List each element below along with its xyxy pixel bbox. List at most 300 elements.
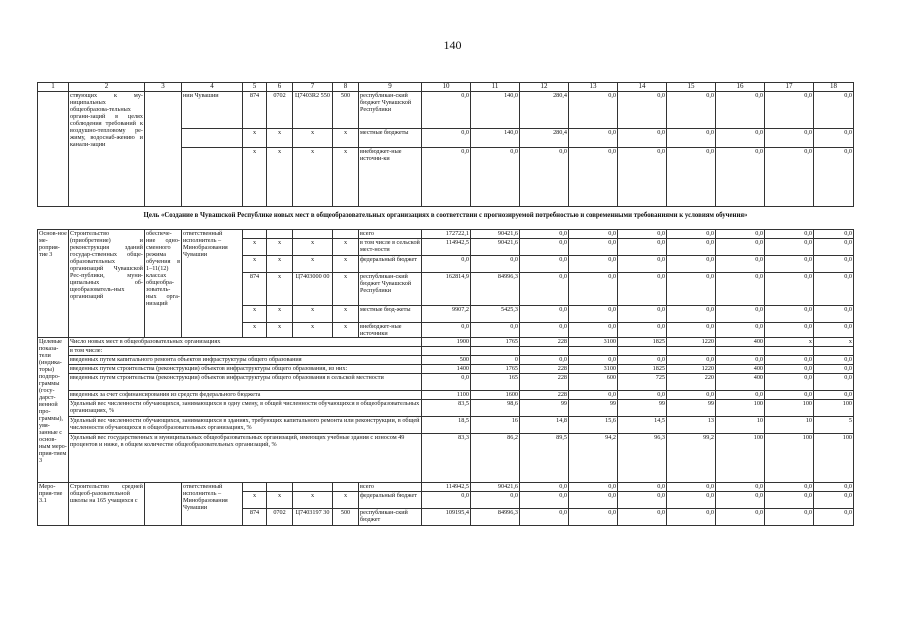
table-cell: 500 bbox=[333, 509, 359, 526]
value-cell: 0,0 bbox=[569, 306, 618, 323]
table-cell bbox=[293, 483, 333, 492]
value-cell: 1600 bbox=[471, 391, 520, 400]
value-cell: 1765 bbox=[471, 338, 520, 347]
table-cell: Ц7403197 30 bbox=[293, 509, 333, 526]
table-cell: x bbox=[333, 239, 359, 256]
value-cell: 0,0 bbox=[471, 492, 520, 509]
value-cell: 228 bbox=[520, 365, 569, 374]
value-cell: 1100 bbox=[422, 391, 471, 400]
indicator-row bbox=[38, 347, 854, 356]
value-cell: 0,0 bbox=[667, 391, 716, 400]
value-cell: 0,0 bbox=[667, 92, 716, 129]
value-cell: 0,0 bbox=[716, 92, 765, 129]
responsible-executor: ответственный исполнитель – Минобразования Чувашии bbox=[182, 483, 243, 526]
empty-cell bbox=[38, 92, 69, 207]
indicator-name: введенных путем строительства (реконструкции) объектов инфраструктуры общего образования, из них: bbox=[69, 365, 422, 374]
table-cell bbox=[267, 483, 293, 492]
column-number: 11 bbox=[471, 83, 520, 92]
value-cell: 0,0 bbox=[814, 509, 854, 526]
table-cell: x bbox=[267, 129, 293, 148]
value-cell: 0,0 bbox=[422, 129, 471, 148]
value-cell: 0,0 bbox=[618, 273, 667, 306]
indicator-row bbox=[38, 356, 854, 365]
value-cell: 90421,6 bbox=[471, 230, 520, 239]
value-cell: 99 bbox=[520, 400, 569, 417]
table-cell: x bbox=[243, 148, 267, 207]
value-cell: 0,0 bbox=[471, 148, 520, 207]
indicator-row bbox=[38, 417, 854, 434]
value-cell: 99 bbox=[569, 400, 618, 417]
value-cell: 0,0 bbox=[520, 239, 569, 256]
indicator-name: Удельный вес численности обучающихся, занимающихся в одну смену, в общей численности обучающихся в общеобразовательных организациях, % bbox=[69, 400, 422, 417]
value-cell: 280,4 bbox=[520, 129, 569, 148]
funding-source: всего bbox=[359, 483, 422, 492]
table-row bbox=[38, 92, 854, 129]
table-cell: 874 bbox=[243, 273, 267, 306]
indicator-row bbox=[38, 434, 854, 483]
table-cell bbox=[333, 230, 359, 239]
table-row bbox=[38, 483, 854, 492]
responsible-executor: ответственный исполнитель – Минобразования Чувашии bbox=[182, 230, 243, 338]
indicator-name: введенных путем строительства (реконструкции) объектов инфраструктуры общего образования в сельской местности bbox=[69, 374, 422, 391]
value-cell: 100 bbox=[814, 434, 854, 483]
indicator-name: Удельный вес численности обучающихся, занимающихся в зданиях, требующих капитального ремонта или реконструкции, в общей численности обучающихся в общеобразовательных организациях, % bbox=[69, 417, 422, 434]
value-cell: 280,4 bbox=[520, 92, 569, 129]
value-cell: 0,0 bbox=[765, 365, 814, 374]
empty-cell bbox=[145, 92, 182, 207]
funding-source: федеральный бюджет bbox=[359, 256, 422, 273]
indicators-label: Целевые показа-тели (индика-торы) подпро-граммы (госу-дарст-венной про-граммы), увя-занные с основ-ным меро-прия-тием 3 bbox=[38, 338, 69, 483]
table-cell: x bbox=[293, 129, 333, 148]
value-cell: 0,0 bbox=[422, 323, 471, 338]
value-cell: 1765 bbox=[471, 365, 520, 374]
column-number: 1 bbox=[38, 83, 69, 92]
value-cell bbox=[716, 347, 765, 356]
value-cell: 0,0 bbox=[422, 492, 471, 509]
value-cell: 228 bbox=[520, 374, 569, 391]
value-cell: 0,0 bbox=[716, 356, 765, 365]
funding-source: местные бюд-жеты bbox=[359, 306, 422, 323]
value-cell: 1400 bbox=[422, 365, 471, 374]
table-cell: x bbox=[333, 256, 359, 273]
indicator-name: в том числе: bbox=[69, 347, 422, 356]
value-cell: 0,0 bbox=[667, 239, 716, 256]
value-cell: x bbox=[765, 338, 814, 347]
value-cell: 0,0 bbox=[471, 323, 520, 338]
funding-source: местные бюджеты bbox=[359, 129, 422, 148]
value-cell: 400 bbox=[716, 365, 765, 374]
value-cell: 0,0 bbox=[520, 492, 569, 509]
table-cell bbox=[333, 483, 359, 492]
funding-source: республикан-ский бюджет Чувашской Республики bbox=[359, 273, 422, 306]
funding-source: республикан-ский бюджет Чувашской Республики bbox=[359, 92, 422, 129]
measure-name: Строительство средней общеоб-разовательной школы на 165 учащихся с bbox=[69, 483, 145, 526]
value-cell: 0,0 bbox=[618, 306, 667, 323]
value-cell: 0,0 bbox=[618, 230, 667, 239]
value-cell: 114942,5 bbox=[422, 239, 471, 256]
column-number: 17 bbox=[765, 83, 814, 92]
column-number: 5 bbox=[243, 83, 267, 92]
column-number: 14 bbox=[618, 83, 667, 92]
value-cell: 400 bbox=[716, 374, 765, 391]
value-cell: 0,0 bbox=[765, 492, 814, 509]
value-cell: x bbox=[814, 338, 854, 347]
value-cell: 0,0 bbox=[814, 492, 854, 509]
column-number: 12 bbox=[520, 83, 569, 92]
value-cell: 0,0 bbox=[520, 148, 569, 207]
value-cell: 18,5 bbox=[422, 417, 471, 434]
value-cell: 140,0 bbox=[471, 129, 520, 148]
event-name: Строительство (приобретение) и реконструкция зданий государ-ственных обще-образовательных организаций Чувашской Рес-публики, муни-ципальных об-щеобразователь-ных организаций bbox=[69, 230, 145, 338]
table-cell: x bbox=[267, 239, 293, 256]
value-cell: 0,0 bbox=[716, 492, 765, 509]
value-cell: 1220 bbox=[667, 338, 716, 347]
column-number: 15 bbox=[667, 83, 716, 92]
value-cell: 0,0 bbox=[716, 273, 765, 306]
table-cell: x bbox=[267, 306, 293, 323]
funding-source: всего bbox=[359, 230, 422, 239]
value-cell: 15,6 bbox=[569, 417, 618, 434]
table-cell: нии Чувашии bbox=[182, 92, 243, 129]
value-cell: 0,0 bbox=[618, 323, 667, 338]
value-cell: 0,0 bbox=[667, 323, 716, 338]
value-cell: 83,5 bbox=[422, 400, 471, 417]
value-cell: 94,2 bbox=[569, 434, 618, 483]
column-number: 9 bbox=[359, 83, 422, 92]
value-cell: 0,0 bbox=[422, 374, 471, 391]
value-cell: 100 bbox=[716, 434, 765, 483]
value-cell: 16 bbox=[471, 417, 520, 434]
table-cell: 874 bbox=[243, 92, 267, 129]
value-cell: 90421,6 bbox=[471, 483, 520, 492]
value-cell: 1220 bbox=[667, 365, 716, 374]
value-cell: 3100 bbox=[569, 365, 618, 374]
funding-source: в том числе в сельской мест-ности bbox=[359, 239, 422, 256]
table-cell: x bbox=[333, 129, 359, 148]
value-cell: 0,0 bbox=[618, 239, 667, 256]
table-cell: x bbox=[333, 148, 359, 207]
value-cell: 86,2 bbox=[471, 434, 520, 483]
value-cell: 0,0 bbox=[569, 492, 618, 509]
funding-source: внебюджет-ные источни-ки bbox=[359, 148, 422, 207]
indicator-row bbox=[38, 338, 854, 347]
value-cell: 0,0 bbox=[520, 306, 569, 323]
value-cell: 89,5 bbox=[520, 434, 569, 483]
table-cell: x bbox=[293, 148, 333, 207]
value-cell: 0,0 bbox=[765, 273, 814, 306]
value-cell: 0,0 bbox=[569, 483, 618, 492]
value-cell: 100 bbox=[716, 400, 765, 417]
value-cell: 0,0 bbox=[716, 483, 765, 492]
table-cell: x bbox=[293, 323, 333, 338]
value-cell: 162814,9 bbox=[422, 273, 471, 306]
value-cell: 0,0 bbox=[814, 230, 854, 239]
value-cell: 0,0 bbox=[716, 306, 765, 323]
column-number: 6 bbox=[267, 83, 293, 92]
indicator-name: введенных путем капитального ремонта объектов инфраструктуры общего образования bbox=[69, 356, 422, 365]
value-cell: 0,0 bbox=[765, 391, 814, 400]
value-cell: 0,0 bbox=[667, 492, 716, 509]
table-cell: 500 bbox=[333, 92, 359, 129]
value-cell: 0,0 bbox=[765, 256, 814, 273]
indicator-row bbox=[38, 400, 854, 417]
column-number: 18 bbox=[814, 83, 854, 92]
value-cell: 0,0 bbox=[814, 483, 854, 492]
measure-label: Меро-прия-тие 3.1 bbox=[38, 483, 69, 526]
value-cell: 10 bbox=[765, 417, 814, 434]
value-cell: 0,0 bbox=[569, 273, 618, 306]
value-cell: 0,0 bbox=[765, 323, 814, 338]
value-cell: 84996,3 bbox=[471, 509, 520, 526]
value-cell: 83,3 bbox=[422, 434, 471, 483]
value-cell: 0,0 bbox=[814, 356, 854, 365]
column-number: 7 bbox=[293, 83, 333, 92]
value-cell: 228 bbox=[520, 338, 569, 347]
table-cell: x bbox=[243, 239, 267, 256]
value-cell: 90421,6 bbox=[471, 239, 520, 256]
value-cell: 0,0 bbox=[765, 129, 814, 148]
column-number: 3 bbox=[145, 83, 182, 92]
value-cell: 99,2 bbox=[667, 434, 716, 483]
value-cell: 14,8 bbox=[520, 417, 569, 434]
value-cell bbox=[765, 347, 814, 356]
value-cell: 228 bbox=[520, 391, 569, 400]
value-cell: 100 bbox=[814, 400, 854, 417]
value-cell bbox=[471, 347, 520, 356]
value-cell: 0,0 bbox=[765, 92, 814, 129]
value-cell: 0,0 bbox=[569, 356, 618, 365]
table-cell bbox=[243, 230, 267, 239]
value-cell: 0,0 bbox=[765, 509, 814, 526]
value-cell: 0,0 bbox=[667, 256, 716, 273]
value-cell: 0,0 bbox=[765, 306, 814, 323]
column-number: 8 bbox=[333, 83, 359, 92]
indicator-name: введенных за счет софинансирования из средств федерального бюджета bbox=[69, 391, 422, 400]
value-cell: 5425,3 bbox=[471, 306, 520, 323]
value-cell: 0,0 bbox=[716, 256, 765, 273]
value-cell: 500 bbox=[422, 356, 471, 365]
value-cell: 14,5 bbox=[618, 417, 667, 434]
value-cell: 0,0 bbox=[520, 273, 569, 306]
goal-heading: Цель «Создание в Чувашской Республике новых мест в общеобразовательных организациях в соответствии с прогнозируемой потребностью и современными требованиями к условиям обучения» bbox=[143, 212, 748, 219]
value-cell: 0,0 bbox=[618, 391, 667, 400]
table-cell: x bbox=[267, 256, 293, 273]
value-cell: 13 bbox=[667, 417, 716, 434]
value-cell: 0 bbox=[471, 356, 520, 365]
table-cell: x bbox=[267, 273, 293, 306]
value-cell: 0,0 bbox=[569, 509, 618, 526]
budget-table bbox=[37, 82, 854, 526]
indicator-name: Удельный вес государственных и муниципальных общеобразовательных организаций, имеющих учебные здания с износом 49 процентов и ниже, в общем количестве общеобразовательных организаций, % bbox=[69, 434, 422, 483]
table-cell: 0702 bbox=[267, 509, 293, 526]
value-cell: 100 bbox=[765, 434, 814, 483]
value-cell: 600 bbox=[569, 374, 618, 391]
value-cell: 0,0 bbox=[765, 483, 814, 492]
value-cell: 114942,5 bbox=[422, 483, 471, 492]
value-cell: 99 bbox=[618, 400, 667, 417]
value-cell: 0,0 bbox=[814, 256, 854, 273]
measure-name: ствующих к му-ниципальных общеобразова-тельных органи-заций в целях соблюдения требований к воздушно-тепловому ре-жиму, водоснаб-жению и канали-зации bbox=[69, 92, 145, 207]
value-cell: 0,0 bbox=[814, 365, 854, 374]
value-cell: 0,0 bbox=[618, 483, 667, 492]
event-goal: обеспече-ние одно-сменного режима обучения в 1–11(12) классах общеобра-зователь-ных орга-низаций bbox=[145, 230, 182, 338]
value-cell: 109195,4 bbox=[422, 509, 471, 526]
table-cell bbox=[293, 230, 333, 239]
table-cell: x bbox=[333, 492, 359, 509]
table-cell: Ц7403R2 550 bbox=[293, 92, 333, 129]
value-cell: 0,0 bbox=[667, 509, 716, 526]
table-cell bbox=[243, 483, 267, 492]
event-label: Основ-ное ме-роприя-тие 3 bbox=[38, 230, 69, 338]
value-cell: 0,0 bbox=[618, 256, 667, 273]
value-cell: 0,0 bbox=[667, 483, 716, 492]
value-cell: 0,0 bbox=[814, 323, 854, 338]
table-cell: x bbox=[293, 492, 333, 509]
indicator-name: Число новых мест в общеобразовательных организациях bbox=[69, 338, 422, 347]
value-cell: 0,0 bbox=[814, 391, 854, 400]
value-cell bbox=[422, 347, 471, 356]
value-cell bbox=[520, 347, 569, 356]
value-cell: 0,0 bbox=[667, 148, 716, 207]
table-cell: x bbox=[293, 239, 333, 256]
value-cell: 3100 bbox=[569, 338, 618, 347]
table-cell: x bbox=[243, 323, 267, 338]
table-cell: 874 bbox=[243, 509, 267, 526]
value-cell: 0,0 bbox=[814, 374, 854, 391]
table-cell bbox=[182, 148, 243, 207]
value-cell: 0,0 bbox=[716, 129, 765, 148]
page-number: 140 bbox=[443, 38, 462, 52]
table-cell: x bbox=[243, 492, 267, 509]
column-number: 2 bbox=[69, 83, 145, 92]
value-cell: 0,0 bbox=[618, 509, 667, 526]
value-cell: 0,0 bbox=[520, 509, 569, 526]
value-cell bbox=[569, 347, 618, 356]
indicator-row bbox=[38, 391, 854, 400]
value-cell: 98,6 bbox=[471, 400, 520, 417]
table-cell: Ц7403000 00 bbox=[293, 273, 333, 306]
funding-source: внебюджет-ные источники bbox=[359, 323, 422, 338]
value-cell: 0,0 bbox=[471, 256, 520, 273]
value-cell: 0,0 bbox=[765, 230, 814, 239]
value-cell: 0,0 bbox=[422, 148, 471, 207]
value-cell: 1900 bbox=[422, 338, 471, 347]
goal-row bbox=[38, 207, 854, 224]
value-cell: 0,0 bbox=[520, 323, 569, 338]
table-cell bbox=[182, 129, 243, 148]
value-cell: 0,0 bbox=[814, 148, 854, 207]
table-cell: x bbox=[293, 306, 333, 323]
empty-cell bbox=[145, 483, 182, 526]
value-cell: 0,0 bbox=[422, 256, 471, 273]
value-cell: 0,0 bbox=[814, 273, 854, 306]
value-cell: 99 bbox=[667, 400, 716, 417]
value-cell: 0,0 bbox=[569, 92, 618, 129]
value-cell: 0,0 bbox=[667, 356, 716, 365]
value-cell: 0,0 bbox=[520, 483, 569, 492]
table-cell: x bbox=[243, 306, 267, 323]
value-cell: 0,0 bbox=[814, 92, 854, 129]
value-cell: 0,0 bbox=[765, 148, 814, 207]
value-cell: 0,0 bbox=[520, 230, 569, 239]
table-cell: x bbox=[243, 129, 267, 148]
value-cell: 0,0 bbox=[618, 356, 667, 365]
table-row bbox=[38, 230, 854, 239]
column-number: 16 bbox=[716, 83, 765, 92]
value-cell: 725 bbox=[618, 374, 667, 391]
value-cell: 0,0 bbox=[520, 356, 569, 365]
value-cell: 96,3 bbox=[618, 434, 667, 483]
value-cell: 0,0 bbox=[814, 239, 854, 256]
value-cell: 0,0 bbox=[569, 230, 618, 239]
value-cell: 0,0 bbox=[667, 230, 716, 239]
value-cell: 10 bbox=[716, 417, 765, 434]
value-cell: 0,0 bbox=[618, 92, 667, 129]
value-cell: 84996,3 bbox=[471, 273, 520, 306]
value-cell: 0,0 bbox=[716, 509, 765, 526]
table-cell: 0702 bbox=[267, 92, 293, 129]
value-cell: 0,0 bbox=[716, 148, 765, 207]
value-cell: 0,0 bbox=[667, 306, 716, 323]
value-cell: 0,0 bbox=[520, 256, 569, 273]
value-cell bbox=[667, 347, 716, 356]
table-cell: x bbox=[267, 148, 293, 207]
value-cell bbox=[618, 347, 667, 356]
value-cell bbox=[814, 347, 854, 356]
value-cell: 0,0 bbox=[716, 230, 765, 239]
indicator-row bbox=[38, 374, 854, 391]
table-cell: x bbox=[333, 306, 359, 323]
value-cell: 0,0 bbox=[569, 129, 618, 148]
table-cell bbox=[267, 230, 293, 239]
value-cell: 9907,2 bbox=[422, 306, 471, 323]
table-cell: x bbox=[267, 492, 293, 509]
value-cell: 172722,1 bbox=[422, 230, 471, 239]
column-number: 4 bbox=[182, 83, 243, 92]
value-cell: 0,0 bbox=[618, 492, 667, 509]
indicator-row bbox=[38, 365, 854, 374]
value-cell: 0,0 bbox=[667, 273, 716, 306]
value-cell: 165 bbox=[471, 374, 520, 391]
table-cell: x bbox=[333, 273, 359, 306]
value-cell: 0,0 bbox=[569, 148, 618, 207]
value-cell: 1825 bbox=[618, 365, 667, 374]
value-cell: 0,0 bbox=[765, 239, 814, 256]
value-cell: 0,0 bbox=[569, 239, 618, 256]
value-cell: 100 bbox=[765, 400, 814, 417]
value-cell: 0,0 bbox=[765, 374, 814, 391]
value-cell: 0,0 bbox=[618, 148, 667, 207]
value-cell: 5 bbox=[814, 417, 854, 434]
value-cell: 220 bbox=[667, 374, 716, 391]
column-number: 13 bbox=[569, 83, 618, 92]
value-cell: 0,0 bbox=[618, 129, 667, 148]
value-cell: 0,0 bbox=[569, 391, 618, 400]
value-cell: 0,0 bbox=[569, 323, 618, 338]
table-cell: x bbox=[267, 323, 293, 338]
funding-source: республикан-ский бюджет bbox=[359, 509, 422, 526]
column-number-row bbox=[38, 83, 854, 92]
table-cell: x bbox=[333, 323, 359, 338]
value-cell: 0,0 bbox=[716, 391, 765, 400]
value-cell: 0,0 bbox=[716, 323, 765, 338]
value-cell: 0,0 bbox=[569, 256, 618, 273]
table-cell: x bbox=[293, 256, 333, 273]
value-cell: 0,0 bbox=[814, 129, 854, 148]
column-number: 10 bbox=[422, 83, 471, 92]
value-cell: 0,0 bbox=[422, 92, 471, 129]
value-cell: 0,0 bbox=[814, 306, 854, 323]
